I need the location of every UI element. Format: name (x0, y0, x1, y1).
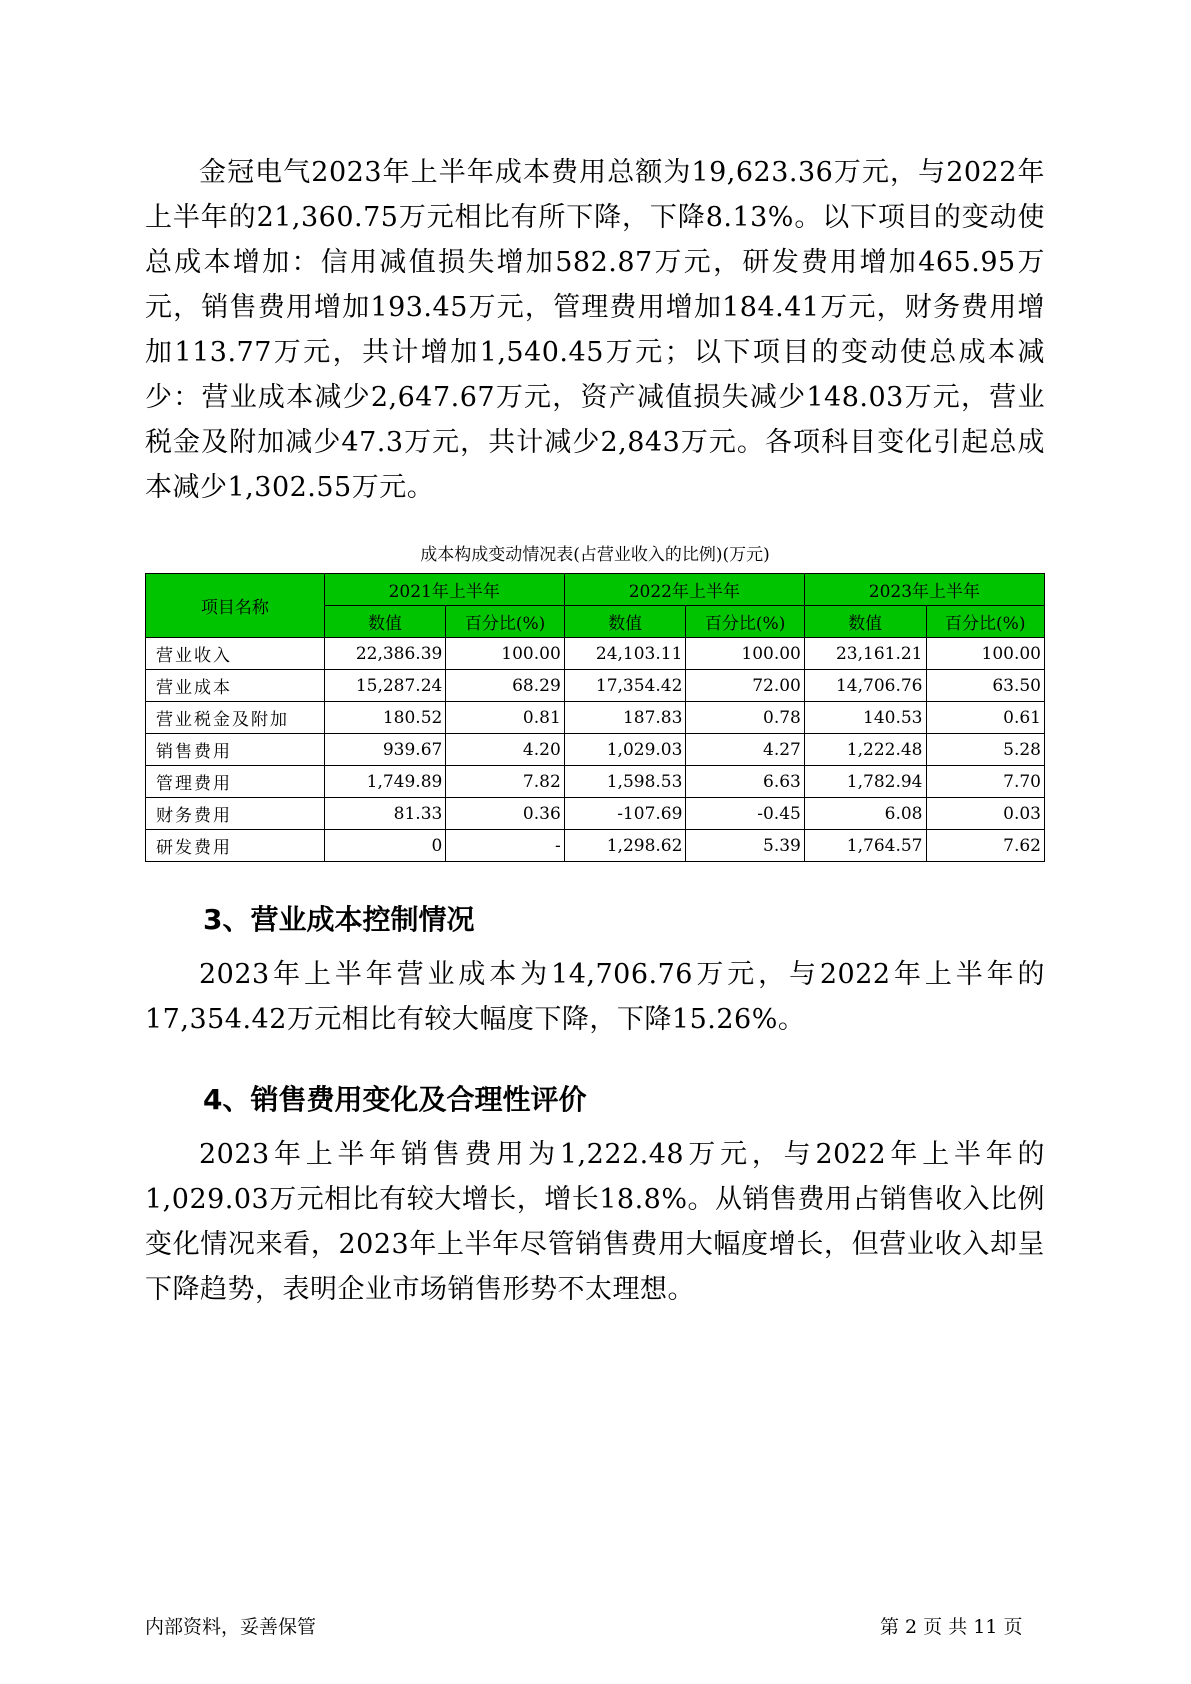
table-cell: 0.36 (446, 798, 564, 830)
table-row (146, 766, 1045, 798)
header-year-2021: 2021年上半年 (324, 574, 564, 606)
table-cell: 7.62 (926, 830, 1045, 862)
table-cell: 7.82 (446, 766, 564, 798)
table-row (146, 734, 1045, 766)
table-cell: 5.39 (686, 830, 804, 862)
table-cell: 0.03 (926, 798, 1045, 830)
row-label: 销售费用 (146, 734, 325, 766)
row-label: 营业税金及附加 (146, 702, 325, 734)
table-cell: 7.70 (926, 766, 1045, 798)
table-cell: 5.28 (926, 734, 1045, 766)
table-cell: 140.53 (804, 702, 926, 734)
row-label: 营业收入 (146, 638, 325, 670)
table-cell: 6.08 (804, 798, 926, 830)
table-cell: 939.67 (324, 734, 446, 766)
section-3-paragraph: 2023年上半年营业成本为14,706.76万元，与2022年上半年的17,354.42万元相比有较大幅度下降，下降15.26%。 (145, 959, 1045, 1035)
subheader-percent: 百分比(%) (686, 606, 804, 638)
cost-structure-table (145, 573, 1045, 862)
table-cell: 17,354.42 (564, 670, 686, 702)
table-cell: 4.20 (446, 734, 564, 766)
table-caption: 成本构成变动情况表(占营业收入的比例)(万元) (420, 545, 770, 565)
table-cell: 0.61 (926, 702, 1045, 734)
table-cell: 100.00 (686, 638, 804, 670)
table-cell: -107.69 (564, 798, 686, 830)
table-cell: 72.00 (686, 670, 804, 702)
table-cell: 1,029.03 (564, 734, 686, 766)
table-cell: 1,222.48 (804, 734, 926, 766)
section-4-heading: 4、销售费用变化及合理性评价 (203, 1083, 587, 1116)
table-cell: 68.29 (446, 670, 564, 702)
table-cell: 180.52 (324, 702, 446, 734)
subheader-value: 数值 (804, 606, 926, 638)
table-cell: 6.63 (686, 766, 804, 798)
table-cell: -0.45 (686, 798, 804, 830)
table-cell: 15,287.24 (324, 670, 446, 702)
subheader-percent: 百分比(%) (926, 606, 1045, 638)
table-cell: 81.33 (324, 798, 446, 830)
table-row (146, 670, 1045, 702)
table-cell: 1,782.94 (804, 766, 926, 798)
footer-confidential-note: 内部资料，妥善保管 (145, 1616, 317, 1638)
subheader-percent: 百分比(%) (446, 606, 564, 638)
table-cell: 0 (324, 830, 446, 862)
table-row (146, 830, 1045, 862)
header-item-name: 项目名称 (146, 574, 325, 638)
table-cell: 4.27 (686, 734, 804, 766)
table-cell: 0.78 (686, 702, 804, 734)
table-cell: 63.50 (926, 670, 1045, 702)
row-label: 营业成本 (146, 670, 325, 702)
header-year-2023: 2023年上半年 (804, 574, 1044, 606)
table-cell: - (446, 830, 564, 862)
table-row (146, 798, 1045, 830)
page-content (145, 150, 1045, 1312)
table-cell: 1,764.57 (804, 830, 926, 862)
row-label: 管理费用 (146, 766, 325, 798)
table-row (146, 638, 1045, 670)
section-4-paragraph: 2023年上半年销售费用为1,222.48万元，与2022年上半年的1,029.03万元相比有较大增长，增长18.8%。从销售费用占销售收入比例变化情况来看，2023年上半年尽管销售费用大幅度增长，但营业收入却呈下降趋势，表明企业市场销售形势不太理想。 (145, 1139, 1046, 1305)
table-cell: 0.81 (446, 702, 564, 734)
table-cell: 22,386.39 (324, 638, 446, 670)
row-label: 财务费用 (146, 798, 325, 830)
row-label: 研发费用 (146, 830, 325, 862)
table-cell: 100.00 (926, 638, 1045, 670)
subheader-value: 数值 (564, 606, 686, 638)
table-cell: 187.83 (564, 702, 686, 734)
subheader-value: 数值 (324, 606, 446, 638)
header-year-2022: 2022年上半年 (564, 574, 804, 606)
footer-page-number: 第 2 页 共 11 页 (880, 1616, 1023, 1638)
table-cell: 1,598.53 (564, 766, 686, 798)
intro-paragraph: 金冠电气2023年上半年成本费用总额为19,623.36万元，与2022年上半年的21,360.75万元相比有所下降，下降8.13%。以下项目的变动使总成本增加：信用减值损失增加582.87万元，研发费用增加465.95万元，销售费用增加193.45万元，管理费用增加184.41万元，财务费用增加113.77万元，共计增加1,540.45万元；以下项目的变动使总成本减少：营业成本减少2,647.67万元，资产减值损失减少148.03万元，营业税金及附加减少47.3万元，共计减少2,843万元。各项科目变化引起总成本减少1,302.55万元。 (145, 157, 1045, 503)
table-cell: 100.00 (446, 638, 564, 670)
table-cell: 23,161.21 (804, 638, 926, 670)
table-cell: 14,706.76 (804, 670, 926, 702)
table-cell: 24,103.11 (564, 638, 686, 670)
table-cell: 1,298.62 (564, 830, 686, 862)
section-3-heading: 3、营业成本控制情况 (203, 903, 475, 936)
table-cell: 1,749.89 (324, 766, 446, 798)
table-row (146, 702, 1045, 734)
